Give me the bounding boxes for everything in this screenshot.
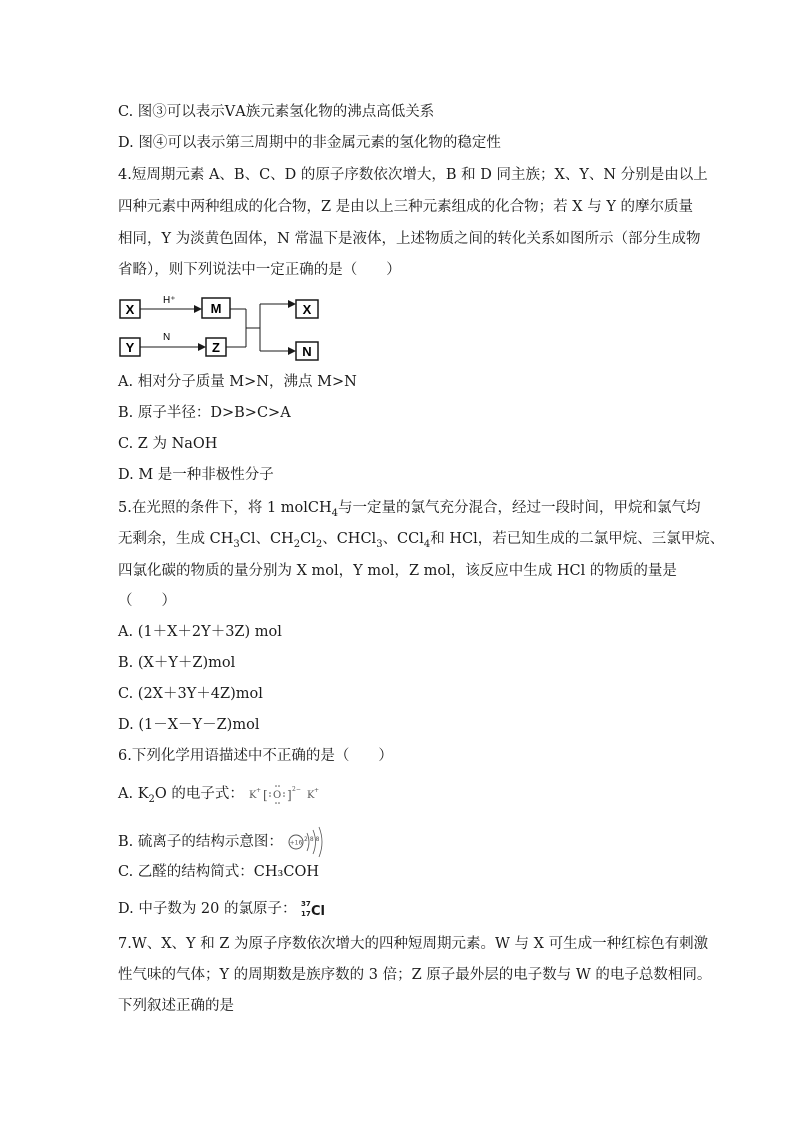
q5-l2-b: Cl、CH <box>239 531 294 547</box>
q6a-label-a: A. K <box>118 786 149 802</box>
box-n-label: N <box>302 344 312 359</box>
q5-line-5: （ ） <box>118 593 176 609</box>
chlorine-isotope <box>301 898 331 920</box>
q6-option-d <box>118 898 331 920</box>
q5-option-d: D. (1－X－Y－Z)mol <box>118 717 260 733</box>
q6a-label-sub: 2 <box>148 793 155 805</box>
q5-l1-text-b: 与一定量的氯气充分混合，经过一段时间，甲烷和氯气均 <box>338 500 701 516</box>
q5-line-4: 四氯化碳的物质的量分别为 X mol，Y mol，Z mol，该反应中生成 HCl 的物质的量是 <box>118 563 677 579</box>
q6-option-a <box>118 783 331 810</box>
oxide-charge: 2− <box>291 786 301 793</box>
q5-option-a: A. (1＋X＋2Y＋3Z) mol <box>118 624 282 640</box>
box-x-end-label: X <box>302 302 312 317</box>
arrow-label-h-plus: H⁺ <box>163 295 176 306</box>
line-q3d: D. 图④可以表示第三周期中的非金属元素的氢化物的稳定性 <box>118 135 501 151</box>
q4-option-d: D. M 是一种非极性分子 <box>118 467 274 483</box>
conversion-diagram <box>118 292 338 362</box>
q5-l2-s3: 2 <box>315 538 323 550</box>
q5-l2-c: Cl <box>300 531 316 547</box>
q5-l2-d: 、CHCl <box>322 531 377 547</box>
q5-l2-e: 、CCl <box>382 531 424 547</box>
q5-line-2 <box>118 529 724 555</box>
q4-line-3: 相同，Y 为淡黄色固体，N 常温下是液体，上述物质之间的转化关系如图所示（部分生成物 <box>118 231 701 247</box>
sulfide-nucleus: +16 <box>290 839 303 847</box>
q5-l1-sub: 4 <box>331 507 339 519</box>
q5-l2-f: 和 HCl，若已知生成的二氯甲烷、三氯甲烷、 <box>430 531 725 547</box>
q5-l2-a: 无剩余，生成 CH <box>118 531 234 547</box>
bracket-left: [ <box>262 788 268 802</box>
box-z-label: Z <box>212 340 220 355</box>
q7-line-3: 下列叙述正确的是 <box>118 998 234 1014</box>
q6-stem: 6.下列化学用语描述中不正确的是（ ） <box>118 748 393 764</box>
q6-option-b <box>118 824 333 860</box>
q6c-label: C. 乙醛的结构简式： <box>118 864 254 880</box>
q6-option-c <box>118 862 319 882</box>
q5-option-c: C. (2X＋3Y＋4Z)mol <box>118 686 263 702</box>
q4-option-c: C. Z 为 NaOH <box>118 436 218 452</box>
k2o-electron-formula <box>249 783 331 805</box>
q7-line-1: 7.W、X、Y 和 Z 为原子序数依次增大的四种短周期元素。W 与 X 可生成一种红棕色有刺激 <box>118 936 709 952</box>
q5-l2-s4: 3 <box>376 538 383 550</box>
chlorine-mass-number: 37 <box>301 900 311 908</box>
q4-option-b: B. 原子半径：D>B>C>A <box>118 405 291 421</box>
box-m-label: M <box>210 301 222 316</box>
box-y-label: Y <box>125 340 135 355</box>
q4-option-a: A. 相对分子质量 M>N，沸点 M>N <box>118 374 357 390</box>
q6a-label-b: O 的电子式： <box>154 786 244 802</box>
sulfide-shells: 288 <box>304 836 322 843</box>
k-left-charge: + <box>255 787 261 794</box>
sulfide-ion-diagram <box>287 824 333 860</box>
arrow-label-n: N <box>163 332 171 343</box>
line-q3c: C. 图③可以表示ⅤA族元素氢化物的沸点高低关系 <box>118 104 435 120</box>
oxygen-symbol: O <box>272 790 281 801</box>
k-right: K <box>306 790 314 801</box>
q5-l1-text-a: 5.在光照的条件下，将 1 molCH <box>118 500 332 516</box>
bracket-right: ] <box>286 788 292 802</box>
q5-line-1 <box>118 498 701 524</box>
k-right-charge: + <box>313 787 319 794</box>
q4-line-4: 省略），则下列说法中一定正确的是（ ） <box>118 262 401 278</box>
q6c-formula: CH₃COH <box>253 864 319 880</box>
k-left: K <box>248 790 256 801</box>
q6d-label: D. 中子数为 20 的氯原子： <box>118 901 297 917</box>
q5-option-b: B. (X＋Y＋Z)mol <box>118 655 236 671</box>
q4-line-2: 四种元素中两种组成的化合物，Z 是由以上三种元素组成的化合物；若 X 与 Y 的摩尔质量 <box>118 199 694 215</box>
q7-line-2: 性气味的气体；Y 的周期数是族序数的 3 倍；Z 原子最外层的电子数与 W 的电子总数相同。 <box>118 967 712 983</box>
q5-l2-s1: 3 <box>233 538 240 550</box>
q5-l2-s5: 4 <box>423 538 431 550</box>
q4-line-1: 4.短周期元素 A、B、C、D 的原子序数依次增大，B 和 D 同主族；X、Y、N 分别是由以上 <box>118 167 708 183</box>
chlorine-atomic-number: 17 <box>301 910 311 918</box>
chlorine-symbol: Cl <box>311 904 326 919</box>
box-x-start-label: X <box>125 302 135 317</box>
q5-l2-s2: 2 <box>293 538 301 550</box>
q6b-label: B. 硫离子的结构示意图： <box>118 834 283 850</box>
